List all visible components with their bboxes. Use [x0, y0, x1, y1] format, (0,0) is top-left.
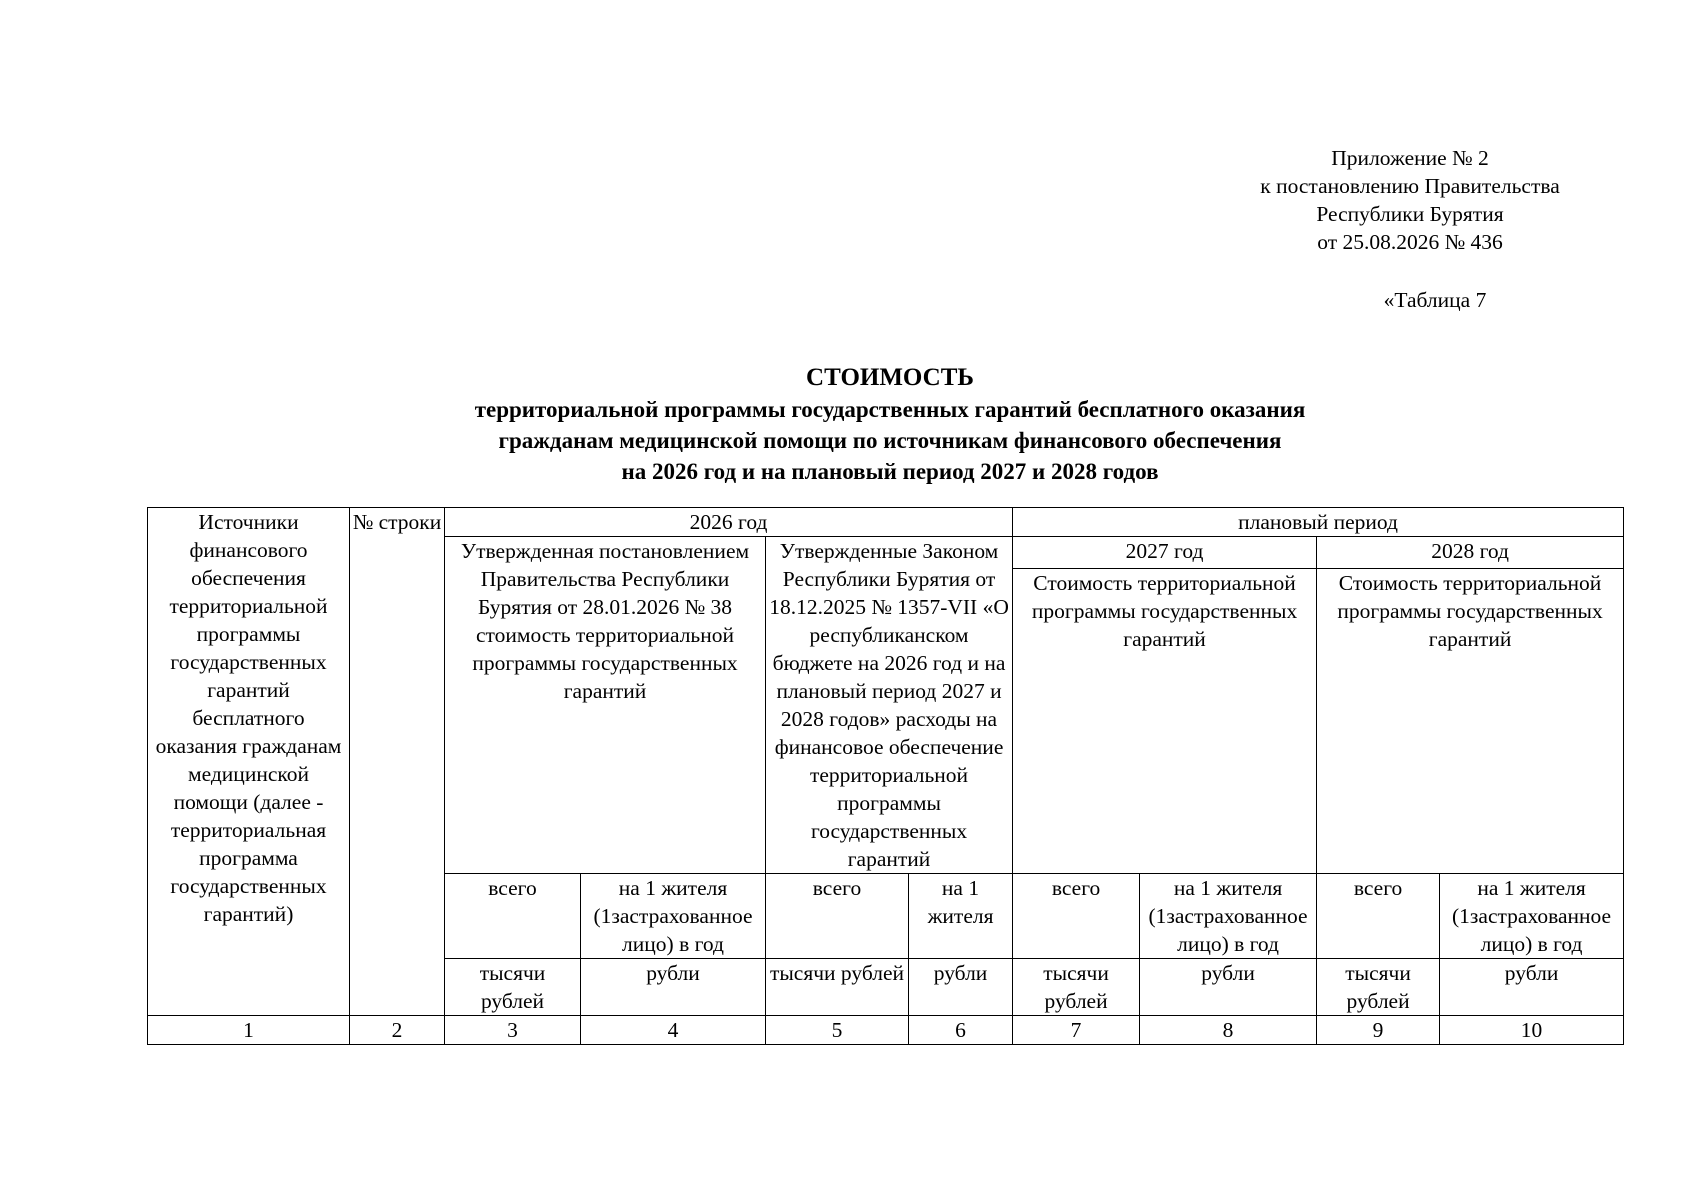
column-number: 1: [148, 1016, 350, 1045]
subheader-total: всего: [1013, 874, 1140, 959]
title-subtitle-line: территориальной программы государственных гарантий бесплатного оказания: [474, 397, 1306, 422]
header-planned-period: плановый период: [1013, 508, 1624, 537]
column-number: 6: [909, 1016, 1013, 1045]
unit-rubles: рубли: [909, 959, 1013, 1016]
appendix-line: к постановлению Правительства: [1260, 174, 1560, 198]
cost-table: [147, 507, 1624, 1045]
column-number: 8: [1140, 1016, 1317, 1045]
header-cost-2027: Стоимость территориальной программы государственных гарантий: [1013, 568, 1317, 873]
column-number: 4: [581, 1016, 766, 1045]
subheader-per-insured: на 1 жителя (1застрахованное лицо) в год: [1140, 874, 1317, 959]
title-main: СТОИМОСТЬ: [806, 364, 974, 391]
appendix-line: от 25.08.2026 № 436: [1317, 230, 1503, 254]
unit-rubles: рубли: [1140, 959, 1317, 1016]
title-subtitle-line: на 2026 год и на плановый период 2027 и 2028 годов: [621, 459, 1159, 484]
column-number: 3: [445, 1016, 581, 1045]
unit-rubles: рубли: [581, 959, 766, 1016]
title-subtitle-line: гражданам медицинской помощи по источникам финансового обеспечения: [498, 428, 1282, 453]
appendix-header: [1200, 144, 1620, 256]
subheader-per-insured: на 1 жителя (1застрахованное лицо) в год: [1440, 874, 1624, 959]
unit-thousand-rubles: тысячи рублей: [766, 959, 909, 1016]
subheader-total: всего: [1317, 874, 1440, 959]
column-number: 2: [350, 1016, 445, 1045]
subheader-total: всего: [445, 874, 581, 959]
unit-thousand-rubles: тысячи рублей: [445, 959, 581, 1016]
subheader-per-insured: на 1 жителя (1застрахованное лицо) в год: [581, 874, 766, 959]
unit-thousand-rubles: тысячи рублей: [1317, 959, 1440, 1016]
header-row-number: № строки: [350, 508, 445, 1016]
header-sources: Источники финансового обеспечения территориальной программы государственных гарантий бесплатного оказания гражданам медицинской помощи (далее - территориальная программа государственных гарантий): [148, 508, 350, 1016]
header-cost-2028: Стоимость территориальной программы государственных гарантий: [1317, 568, 1624, 873]
document-title: [220, 362, 1560, 487]
column-number: 7: [1013, 1016, 1140, 1045]
header-year-2026: 2026 год: [445, 508, 1013, 537]
header-approved-gov-decree: Утвержденная постановлением Правительства Республики Бурятия от 28.01.2026 № 38 стоимость территориальной программы государственных гарантий: [445, 537, 766, 874]
column-number: 5: [766, 1016, 909, 1045]
unit-thousand-rubles: тысячи рублей: [1013, 959, 1140, 1016]
header-year-2028: 2028 год: [1317, 537, 1624, 569]
header-approved-law: Утвержденные Законом Республики Бурятия от 18.12.2025 № 1357-VII «О республиканском бюджете на 2026 год и на плановый период 2027 и 2028 годов» расходы на финансовое обеспечение территориальной программы государственных гарантий: [766, 537, 1013, 874]
table-header-row: [148, 508, 1624, 537]
column-number: 9: [1317, 1016, 1440, 1045]
table-label: «Таблица 7: [1383, 288, 1487, 312]
column-number: 10: [1440, 1016, 1624, 1045]
subheader-total: всего: [766, 874, 909, 959]
unit-rubles: рубли: [1440, 959, 1624, 1016]
appendix-line: Республики Бурятия: [1316, 202, 1504, 226]
appendix-line: Приложение № 2: [1331, 146, 1489, 170]
subheader-per-resident: на 1 жителя: [909, 874, 1013, 959]
header-year-2027: 2027 год: [1013, 537, 1317, 569]
table-column-numbers-row: [148, 1016, 1624, 1045]
